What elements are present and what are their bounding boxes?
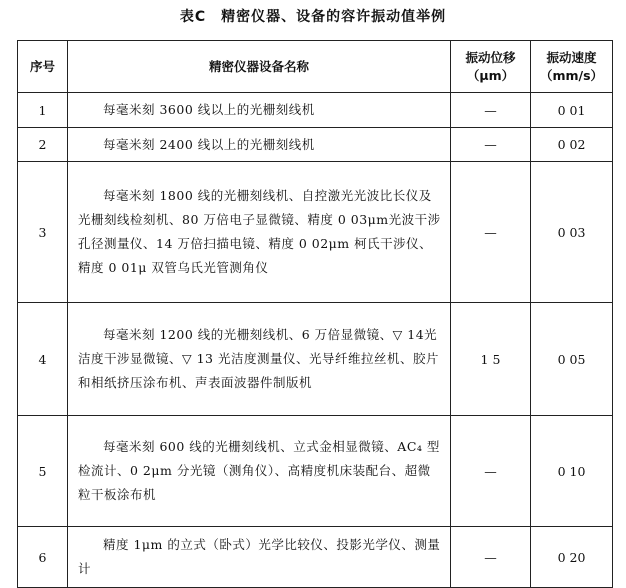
row-name-text: 每毫米刻 2400 线以上的光栅刻线机 <box>103 136 315 152</box>
vibration-table <box>17 40 613 588</box>
header-name: 精密仪器设备名称 <box>68 41 451 93</box>
row-velocity: 0 01 <box>531 93 613 128</box>
row-velocity: 0 10 <box>531 416 613 527</box>
row-displacement: — <box>451 416 531 527</box>
row-seq: 2 <box>18 128 68 162</box>
row-displacement: 1 5 <box>451 303 531 416</box>
header-velocity-unit: （mm/s） <box>539 67 604 83</box>
row-name-text: 每毫米刻 1200 线的光栅刻线机、6 万倍显微镜、▽ 14光洁度干涉显微镜、▽ 13 光洁度测量仪、光导纤维拉丝机、胶片和相纸挤压涂布机、声表面波器件制版机 <box>78 327 439 390</box>
table-title: 表C 精密仪器、设备的容许振动值举例 <box>179 9 447 25</box>
row-name <box>68 162 451 303</box>
row-name-text: 每毫米刻 3600 线以上的光栅刻线机 <box>103 102 315 117</box>
row-displacement: — <box>451 162 531 303</box>
row-velocity: 0 05 <box>531 303 613 416</box>
header-velocity <box>531 41 613 93</box>
row-name <box>68 416 451 527</box>
row-name <box>68 303 451 416</box>
row-seq: 5 <box>18 416 68 527</box>
header-row <box>18 41 613 93</box>
table-row <box>18 527 613 588</box>
row-velocity: 0 20 <box>531 527 613 588</box>
header-velocity-label: 振动速度 <box>546 49 597 65</box>
header-displacement-label: 振动位移 <box>465 49 516 65</box>
table-row <box>18 128 613 162</box>
row-name <box>68 527 451 588</box>
row-seq: 3 <box>18 162 68 303</box>
row-seq: 4 <box>18 303 68 416</box>
table-row <box>18 162 613 303</box>
row-name-text: 每毫米刻 1800 线的光栅刻线机、自控激光光波比长仪及光栅刻线检刻机、80 万倍电子显微镜、精度 0 03μm光波干涉孔径测量仪、14 万倍扫描电镜、精度 0 02μm 柯氏干涉仪、精度 0 01μ 双管乌氏光管测角仪 <box>78 188 441 275</box>
table-row <box>18 93 613 128</box>
row-name <box>68 93 451 128</box>
header-displacement <box>451 41 531 93</box>
row-name-text: 精度 1μm 的立式（卧式）光学比较仪、投影光学仪、测量计 <box>78 537 441 576</box>
row-name-text: 每毫米刻 600 线的光栅刻线机、立式金相显微镜、AC₄ 型检流计、0 2μm 分光镜（测角仪）、高精度机床装配台、超微粒干板涂布机 <box>78 439 440 502</box>
header-seq: 序号 <box>18 41 68 93</box>
row-velocity: 0 02 <box>531 128 613 162</box>
row-displacement: — <box>451 128 531 162</box>
row-name <box>68 128 451 162</box>
row-seq: 1 <box>18 93 68 128</box>
table-row <box>18 303 613 416</box>
row-displacement: — <box>451 527 531 588</box>
table-row <box>18 416 613 527</box>
header-displacement-unit: （μm） <box>466 67 515 83</box>
row-seq: 6 <box>18 527 68 588</box>
row-velocity: 0 03 <box>531 162 613 303</box>
row-displacement: — <box>451 93 531 128</box>
